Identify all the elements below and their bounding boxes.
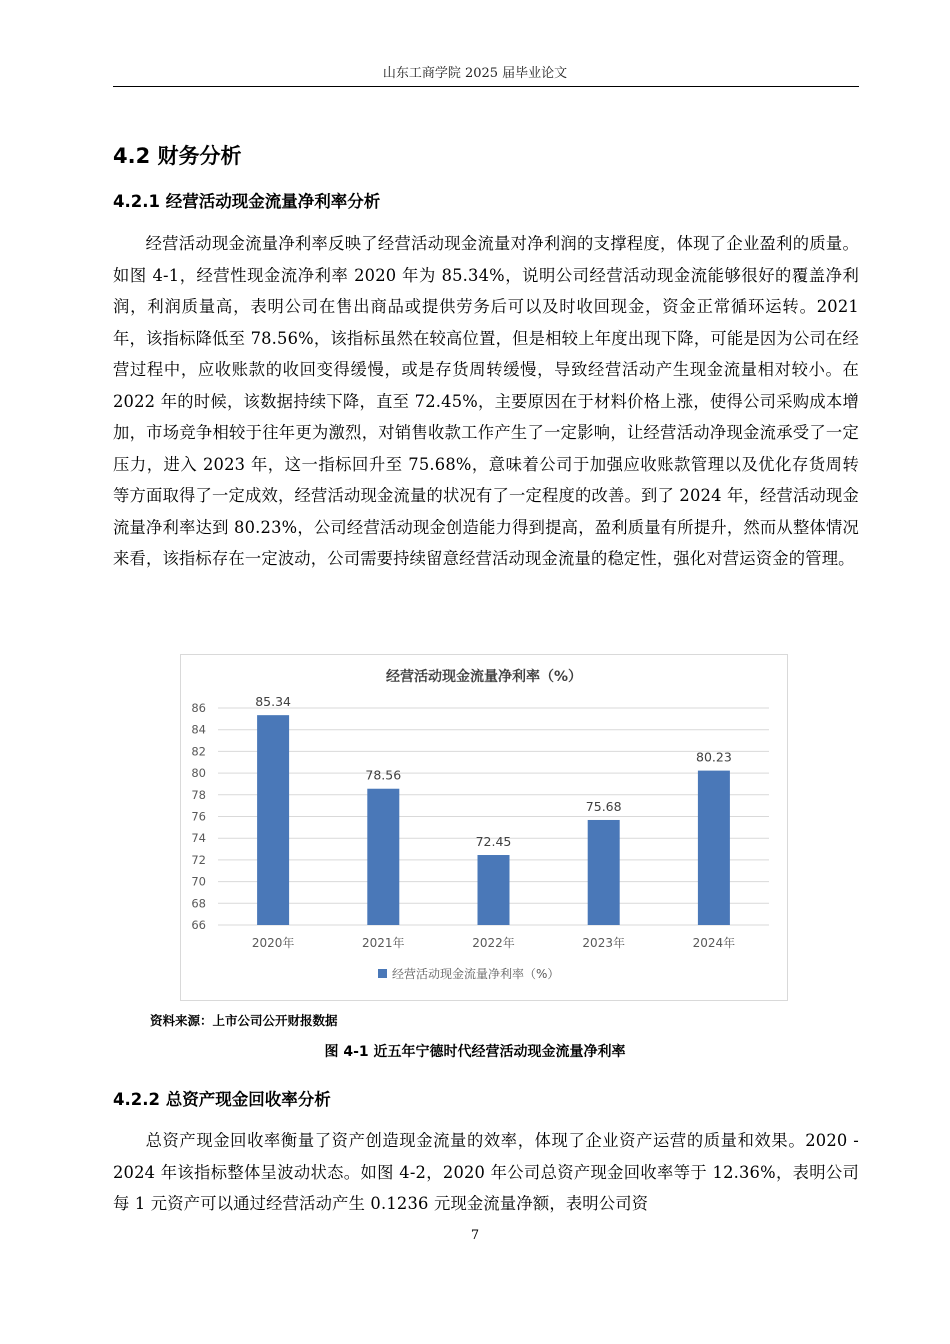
legend-label: 经营活动现金流量净利率（%） (392, 967, 560, 981)
page-number: 7 (470, 1228, 480, 1243)
chart-title: 经营活动现金流量净利率（%） (385, 669, 583, 685)
bar-2021年 (367, 789, 399, 925)
y-tick-label-82: 82 (191, 744, 206, 759)
paragraph-asset-cash-recovery: 总资产现金回收率衡量了资产创造现金流量的效率，体现了企业资产运营的质量和效果。2020 - 2024 年该指标整体呈波动状态。如图 4-2，2020 年公司总资产现金回收率等于 12.36%，表明公司每 1 元资产可以通过经营活动产生 0.1236 元现金流量净额，表明公司资 (113, 1131, 859, 1213)
y-tick-label-78: 78 (191, 787, 206, 802)
bar-2020年 (257, 715, 289, 925)
data-label-2023年: 75.68 (585, 798, 622, 814)
subsection-title-4-2-1: 4.2.1 经营活动现金流量净利率分析 (113, 192, 381, 211)
bar-chart-figure-4-1 (180, 654, 788, 1001)
data-label-2021年: 78.56 (365, 767, 402, 783)
figure-caption: 图 4-1 近五年宁德时代经营活动现金流量净利率 (324, 1044, 626, 1060)
bar-2023年 (588, 820, 620, 925)
x-tick-label-2022年: 2022年 (472, 936, 515, 950)
y-tick-label-74: 74 (191, 831, 206, 846)
y-tick-label-72: 72 (191, 852, 206, 867)
bar-2022年 (478, 855, 510, 925)
paragraph-cash-flow-ratio: 经营活动现金流量净利率反映了经营活动现金流量对净利润的支撑程度，体现了企业盈利的质量。如图 4-1，经营性现金流净利率 2020 年为 85.34%，说明公司经营活动现金流能够很好的覆盖净利润，利润质量高，表明公司在售出商品或提供劳务后可以及时收回现金，资金正常循环运转。2021 年，该指标降低至 78.56%，该指标虽然在较高位置，但是相较上年度出现下降，可能是因为公司在经营过程中，应收账款的收回变得缓慢，或是存货周转缓慢，导致经营活动产生现金流量相对较小。在 2022 年的时候，该数据持续下降，直至 72.45%，主要原因在于材料价格上涨，使得公司采购成本增加，市场竞争相较于往年更为激烈，对销售收款工作产生了一定影响，让经营活动净现金流承受了一定压力，进入 2023 年，这一指标回升至 75.68%，意味着公司于加强应收账款管理以及优化存货周转等方面取得了一定成效，经营活动现金流量的状况有了一定程度的改善。到了 2024 年，经营活动现金流量净利率达到 80.23%，公司经营活动现金创造能力得到提高，盈利质量有所提升，然而从整体情况来看，该指标存在一定波动，公司需要持续留意经营活动现金流量的稳定性，强化对营运资金的管理。 (113, 234, 859, 568)
section-title: 4.2 财务分析 (113, 144, 242, 168)
x-tick-label-2023年: 2023年 (582, 936, 625, 950)
x-tick-label-2024年: 2024年 (692, 936, 736, 950)
figure-source-note: 资料来源：上市公司公开财报数据 (150, 1013, 338, 1028)
bar-chart-svg (181, 655, 787, 1000)
x-tick-label-2021年: 2021年 (362, 936, 405, 950)
legend-swatch (378, 969, 387, 978)
data-label-2022年: 72.45 (475, 834, 512, 850)
header-rule (113, 86, 859, 87)
y-tick-label-70: 70 (191, 874, 206, 889)
running-header: 山东工商学院 2025 届毕业论文 (382, 66, 568, 81)
y-tick-label-86: 86 (191, 701, 206, 715)
bar-2024年 (698, 771, 730, 925)
y-tick-label-66: 66 (191, 918, 206, 932)
y-tick-label-68: 68 (191, 896, 206, 911)
y-tick-label-76: 76 (191, 809, 206, 824)
y-tick-label-80: 80 (191, 766, 206, 781)
y-tick-label-84: 84 (191, 722, 206, 737)
data-label-2020年: 85.34 (255, 694, 291, 710)
data-label-2024年: 80.23 (696, 749, 732, 765)
subsection-title-4-2-2: 4.2.2 总资产现金回收率分析 (113, 1090, 331, 1109)
x-tick-label-2020年: 2020年 (251, 936, 295, 950)
